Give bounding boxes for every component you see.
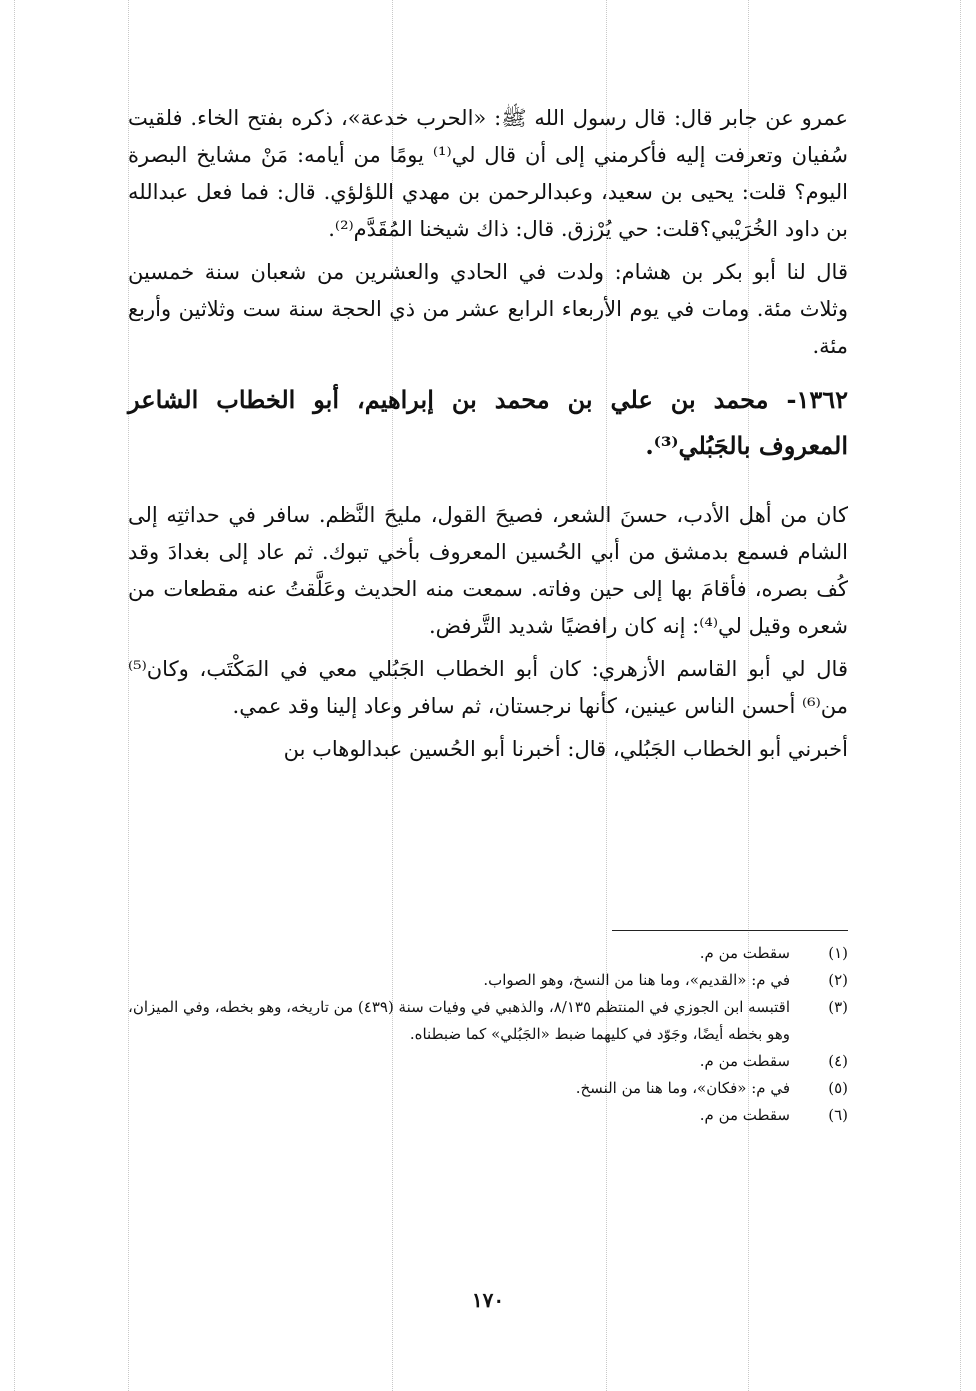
footnote bbox=[128, 1048, 848, 1075]
paragraph: قال لنا أبو بكر بن هشام: ولدت في الحادي والعشرين من شعبان سنة خمسين وثلاث مئة. ومات في يوم الأربعاء الرابع عشر من ذي الحجة سنة ست وثلاثين وأربع مئة. bbox=[128, 260, 848, 358]
footnote-number: (٢) bbox=[828, 971, 848, 989]
page-body bbox=[128, 100, 848, 774]
entry-title: ١٣٦٢- محمد بن علي بن محمد بن إبراهيم، أبو الخطاب الشاعر المعروف بالجَبُلي⁽³⁾. bbox=[128, 385, 848, 460]
footnote-text: في م: «فكان»، وما هنا من النسخ. bbox=[575, 1079, 790, 1097]
paragraph: أخبرني أبو الخطاب الجَبُلي، قال: أخبرنا أبو الحُسين عبدالوهاب بن bbox=[283, 737, 848, 761]
footnote-text: اقتبسه ابن الجوزي في المنتظم ٨/١٣٥، والذهبي في وفيات سنة (٤٣٩) من تاريخه، وهو بخطه، وفي الميزان، وهو بخطه أيضًا، وجَوّد في كليهما ضبط «الجَبُلي» كما ضبطناه. bbox=[128, 998, 790, 1043]
footnote-number: (٤) bbox=[828, 1052, 848, 1070]
footnote-text: سقطت من م. bbox=[699, 944, 790, 962]
footnote-text: سقطت من م. bbox=[699, 1052, 790, 1070]
footnote bbox=[128, 967, 848, 994]
paragraph: كان من أهل الأدب، حسنَ الشعر، فصيحَ القول، مليحَ النَّظم. سافر في حداثتِه إلى الشام فسمع بدمشق من أبي الحُسين المعروف بأخي تبوك. ثم عاد إلى بغدادَ وقد كُف بصره، فأقامَ بها إلى حين وفاته. سمعت منه الحديث وعَلَّقتُ عنه مقطعات من شعره وقيل لي⁽⁴⁾: إنه كان رافضيًا شديد التَّرفض. bbox=[128, 503, 848, 638]
guide-line bbox=[960, 0, 961, 1391]
footnote bbox=[128, 940, 848, 967]
footnotes bbox=[128, 940, 848, 1129]
footnote-number: (٥) bbox=[828, 1079, 848, 1097]
footnote-number: (٣) bbox=[828, 998, 848, 1016]
footnote-divider bbox=[612, 930, 848, 931]
footnote-text: سقطت من م. bbox=[699, 1106, 790, 1124]
page-number: ١٧٠ bbox=[471, 1288, 505, 1312]
footnote bbox=[128, 994, 848, 1048]
footnote-number: (١) bbox=[828, 944, 848, 962]
footnote-text: في م: «القديم»، وما هنا من النسخ، وهو الصواب. bbox=[483, 971, 790, 989]
footnote bbox=[128, 1075, 848, 1102]
footnote-number: (٦) bbox=[828, 1106, 848, 1124]
guide-line bbox=[14, 0, 15, 1391]
footnote bbox=[128, 1102, 848, 1129]
paragraph: عمرو عن جابر قال: قال رسول الله ﷺ: «الحرب خدعة»، ذكره بفتح الخاء. فلقيت سُفيان وتعرفت إليه فأكرمني إلى أن قال لي⁽¹⁾ يومًا من أيامه: مَنْ مشايخ البصرة اليوم؟ قلت: يحيى بن سعيد، وعبدالرحمن بن مهدي اللؤلؤي. قال: فما فعل عبدالله بن داود الخُرَيْبي؟قلت: حي يُرْزق. قال: ذاك شيخنا المُقَدَّم⁽²⁾. bbox=[128, 106, 848, 241]
paragraph: قال لي أبو القاسم الأزهري: كان أبو الخطاب الجَبُلي معي في المَكْتَب، وكان⁽⁵⁾ من⁽⁶⁾ أحسن الناس عينين، كأنها نرجستان، ثم سافر وعاد إلينا وقد عمي. bbox=[128, 657, 848, 718]
